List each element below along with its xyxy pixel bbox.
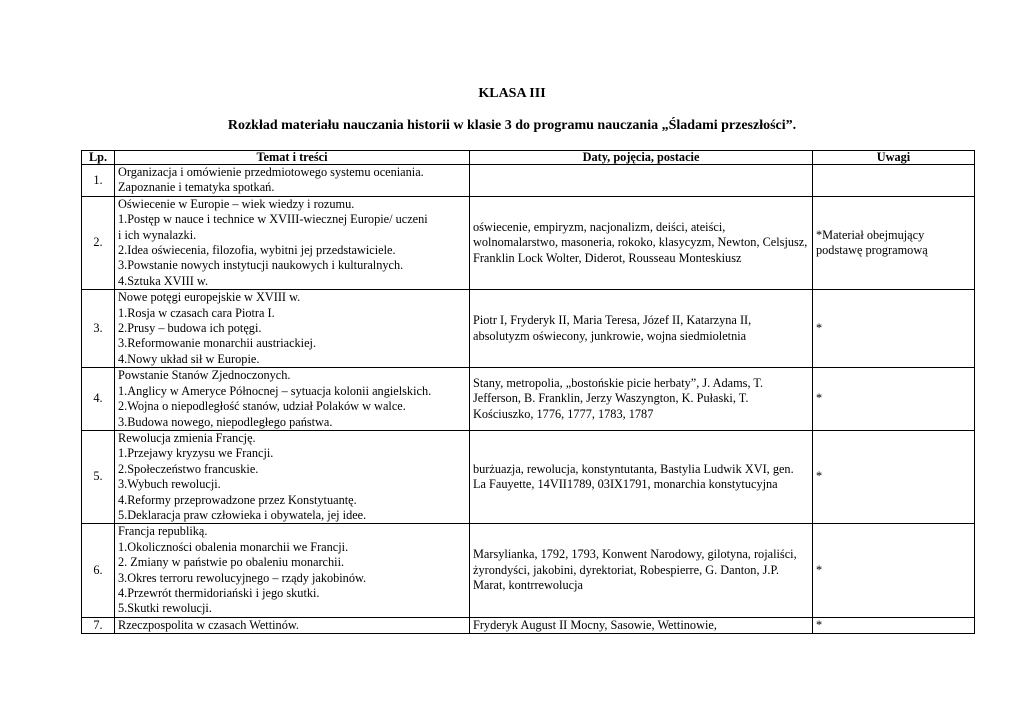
- terms-text: burżuazja, rewolucja, konstyntutanta, Bastylia Ludwik XVI, gen. La Fauyette, 14VII1789, 03IX1791, monarchia konstytucyjna: [473, 461, 794, 492]
- topic-line: i ich wynalazki.: [118, 227, 197, 242]
- topic-line: 4.Sztuka XVIII w.: [118, 273, 209, 288]
- header-notes: Uwagi: [813, 151, 975, 165]
- row-number: 7.: [82, 617, 115, 633]
- row-terms: [470, 617, 813, 633]
- row-terms: [470, 165, 813, 197]
- topic-line: Rewolucja zmienia Francję.: [118, 430, 256, 445]
- table-row: [82, 430, 975, 523]
- topic-line: Francja republiką.: [118, 524, 208, 539]
- row-topic: [115, 165, 470, 197]
- row-number: 2.: [82, 196, 115, 289]
- topic-line: 2.Społeczeństwo francuskie.: [118, 461, 259, 476]
- row-notes: [813, 617, 975, 633]
- row-topic: [115, 290, 470, 368]
- topic-line: Rzeczpospolita w czasach Wettinów.: [118, 617, 300, 632]
- topic-line: 2.Idea oświecenia, filozofia, wybitni jej przedstawiciele.: [118, 243, 396, 258]
- topic-line: 5.Skutki rewolucji.: [118, 601, 212, 616]
- row-notes: [813, 196, 975, 289]
- topic-line: 3.Powstanie nowych instytucji naukowych i kulturalnych.: [118, 258, 404, 273]
- topic-line: 5.Deklaracja praw człowieka i obywatela, jej idee.: [118, 507, 367, 522]
- table-row: [82, 368, 975, 431]
- notes-text: *: [816, 469, 823, 484]
- topic-line: 1.Anglicy w Ameryce Północnej – sytuacja kolonii angielskich.: [118, 383, 432, 398]
- row-notes: [813, 368, 975, 431]
- topic-line: 3.Okres terroru rewolucyjnego – rządy jakobinów.: [118, 570, 367, 585]
- row-notes: [813, 430, 975, 523]
- row-topic: [115, 196, 470, 289]
- notes-text: *Materiał obejmujący podstawę programową: [816, 227, 928, 258]
- topic-line: 3.Reformowanie monarchii austriackiej.: [118, 336, 317, 351]
- notes-text: *: [816, 391, 823, 406]
- topic-line: 1.Postęp w nauce i technice w XVIII-wiecznej Europie/ uczeni: [118, 212, 428, 227]
- row-terms: [470, 196, 813, 289]
- topic-line: Nowe potęgi europejskie w XVIII w.: [118, 290, 301, 305]
- table-row: [82, 196, 975, 289]
- topic-line: 1.Rosja w czasach cara Piotra I.: [118, 305, 275, 320]
- row-topic: [115, 430, 470, 523]
- terms-text: Piotr I, Fryderyk II, Maria Teresa, Józef II, Katarzyna II, absolutyzm oświecony, junkrowie, wojna siedmioletnia: [473, 313, 752, 343]
- topic-line: Powstanie Stanów Zjednoczonych.: [118, 368, 291, 383]
- notes-text: *: [816, 562, 823, 577]
- row-topic: [115, 617, 470, 633]
- row-notes: [813, 290, 975, 368]
- table-row: [82, 617, 975, 633]
- row-number: 6.: [82, 524, 115, 617]
- row-terms: [470, 368, 813, 431]
- row-number: 3.: [82, 290, 115, 368]
- table-row: [82, 290, 975, 368]
- terms-text: oświecenie, empiryzm, nacjonalizm, deiści, ateiści, wolnomalarstwo, masoneria, rokoko, klasycyzm, Newton, Celsjusz, Franklin Lock Wolter, Diderot, Rousseau Monteskiusz: [473, 219, 808, 265]
- header-topic: Temat i treści: [115, 151, 470, 165]
- topic-line: 2. Zmiany w państwie po obaleniu monarchii.: [118, 555, 345, 570]
- row-number: 5.: [82, 430, 115, 523]
- row-notes: [813, 524, 975, 617]
- topic-line: Oświecenie w Europie – wiek wiedzy i rozumu.: [118, 196, 355, 211]
- document-title: KLASA III: [478, 86, 546, 101]
- header-terms: Daty, pojęcia, postacie: [470, 151, 813, 165]
- row-terms: [470, 524, 813, 617]
- table-header-row: [82, 151, 975, 165]
- notes-text: *: [816, 321, 823, 336]
- terms-text: Fryderyk August II Mocny, Sasowie, Wettinowie,: [473, 617, 717, 632]
- topic-line: Zapoznanie i tematyka spotkań.: [118, 180, 275, 195]
- notes-text: *: [816, 617, 823, 632]
- topic-line: 1.Przejawy kryzysu we Francji.: [118, 446, 274, 461]
- topic-line: 4.Nowy układ sił w Europie.: [118, 351, 260, 366]
- row-number: 1.: [82, 165, 115, 197]
- table-row: [82, 165, 975, 197]
- topic-line: Organizacja i omówienie przedmiotowego systemu oceniania.: [118, 165, 424, 179]
- curriculum-table: [81, 150, 975, 634]
- row-terms: [470, 430, 813, 523]
- topic-line: 1.Okoliczności obalenia monarchii we Francji.: [118, 539, 349, 554]
- row-notes: [813, 165, 975, 197]
- row-topic: [115, 524, 470, 617]
- terms-text: Stany, metropolia, „bostońskie picie herbaty”, J. Adams, T. Jefferson, B. Franklin, Jerzy Waszyngton, K. Pułaski, T. Kościuszko, 1776, 1777, 1783, 1787: [473, 375, 764, 421]
- topic-line: 4.Reformy przeprowadzone przez Konstytuantę.: [118, 492, 357, 507]
- topic-line: 2.Prusy – budowa ich potęgi.: [118, 321, 262, 336]
- row-topic: [115, 368, 470, 431]
- table-row: [82, 524, 975, 617]
- row-number: 4.: [82, 368, 115, 431]
- topic-line: 4.Przewrót thermidoriański i jego skutki.: [118, 585, 320, 600]
- topic-line: 2.Wojna o niepodległość stanów, udział Polaków w walce.: [118, 399, 406, 414]
- terms-text: Marsylianka, 1792, 1793, Konwent Narodowy, gilotyna, rojaliści, żyrondyści, jakobini, dyrektoriat, Robespierre, G. Danton, J.P. Marat, kontrrewolucja: [473, 547, 797, 593]
- topic-line: 3.Budowa nowego, niepodległego państwa.: [118, 414, 333, 429]
- document-subtitle: Rozkład materiału nauczania historii w klasie 3 do programu nauczania „Śladami przeszłości”.: [227, 118, 797, 133]
- row-terms: [470, 290, 813, 368]
- topic-line: 3.Wybuch rewolucji.: [118, 477, 221, 492]
- header-lp: Lp.: [82, 151, 115, 165]
